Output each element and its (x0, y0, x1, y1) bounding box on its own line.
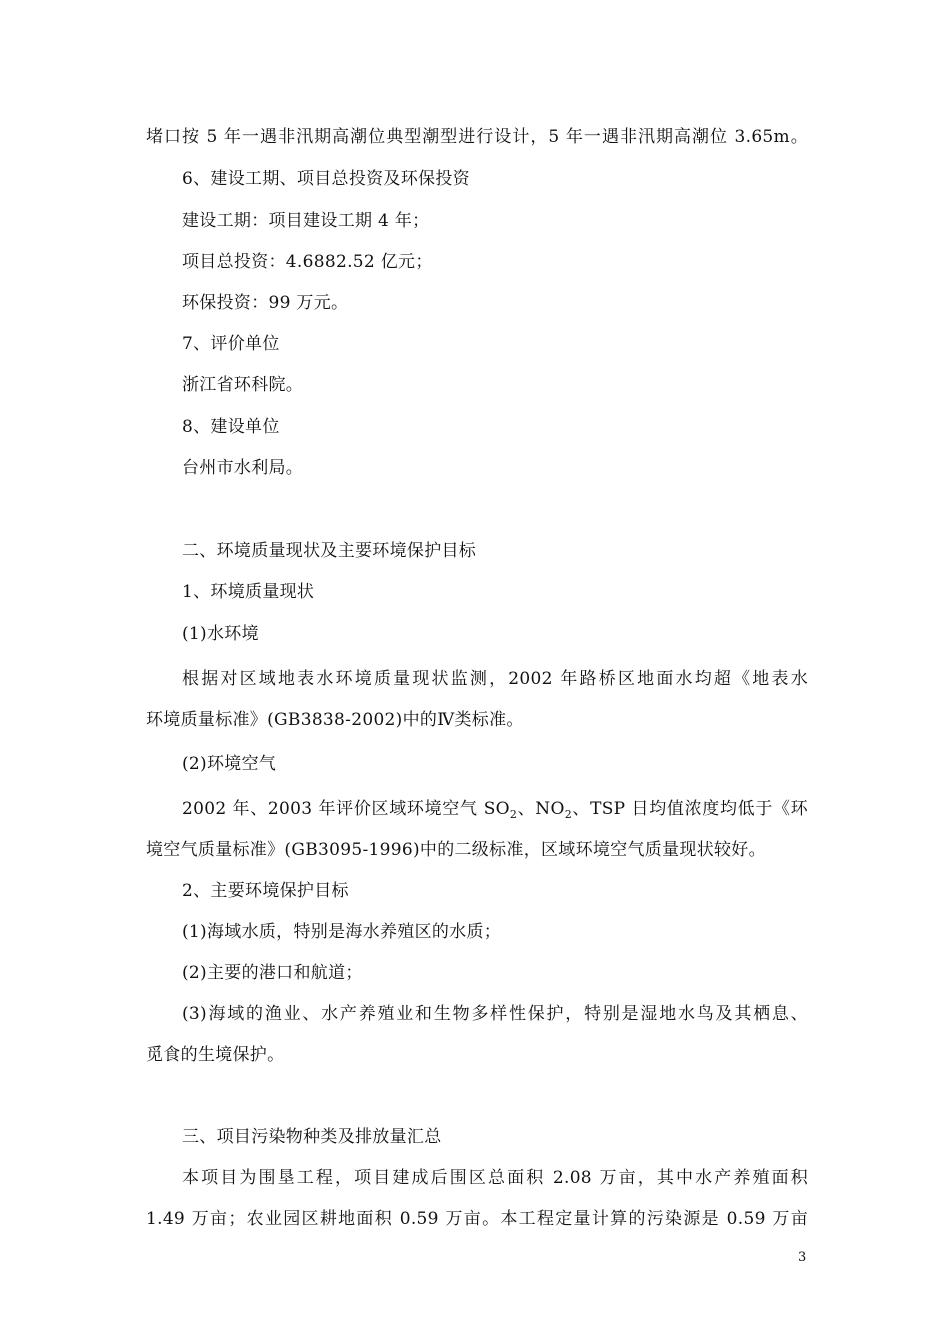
section-heading: 6、建设工期、项目总投资及环保投资 (182, 169, 470, 189)
text-line: 堵口按 5 年一遇非汛期高潮位典型潮型进行设计，5 年一遇非汛期高潮位 3.65m。 (146, 127, 808, 147)
page-number: 3 (798, 1250, 807, 1265)
text-line: 根据对区域地表水环境质量现状监测，2002 年路桥区地面水均超《地表水 (182, 669, 808, 689)
text-line: 本项目为围垦工程，项目建成后围区总面积 2.08 万亩，其中水产养殖面积 (182, 1168, 808, 1188)
text-segment: 、TSP 日均值浓度均低于《环 (572, 799, 808, 819)
text-line (182, 798, 808, 820)
text-line: 觅食的生境保护。 (146, 1045, 285, 1065)
section-heading: 1、环境质量现状 (182, 582, 315, 602)
text-line: 项目总投资：4.6882.52 亿元； (182, 252, 433, 272)
text-line: 环保投资：99 万元。 (182, 293, 349, 313)
subscript: 2 (564, 808, 573, 821)
text-line: 建设工期：项目建设工期 4 年； (182, 211, 430, 231)
text-line: 1.49 万亩；农业园区耕地面积 0.59 万亩。本工程定量计算的污染源是 0.59 万亩 (146, 1209, 808, 1229)
chapter-heading: 三、项目污染物种类及排放量汇总 (182, 1127, 442, 1147)
text-segment: 、NO (517, 799, 565, 819)
text-line: 台州市水利局。 (182, 458, 304, 478)
section-heading: 2、主要环境保护目标 (182, 881, 349, 901)
subscript: 2 (509, 808, 518, 821)
subsection-heading: (2)环境空气 (182, 754, 277, 774)
text-segment: 2002 年、2003 年评价区域环境空气 SO (182, 799, 510, 819)
text-line: 境空气质量标准》(GB3095-1996)中的二级标准，区域环境空气质量现状较好。 (146, 840, 766, 860)
subsection-heading: (1)水环境 (182, 624, 259, 644)
section-heading: 7、评价单位 (182, 334, 280, 354)
section-heading: 8、建设单位 (182, 417, 280, 437)
chapter-heading: 二、环境质量现状及主要环境保护目标 (182, 541, 477, 561)
list-item: (1)海域水质，特别是海水养殖区的水质； (182, 922, 502, 942)
list-item: (2)主要的港口和航道； (182, 963, 363, 983)
text-line: 环境质量标准》(GB3838-2002)中的Ⅳ类标准。 (146, 710, 524, 730)
text-line: 浙江省环科院。 (182, 375, 304, 395)
list-item: (3)海域的渔业、水产养殖业和生物多样性保护，特别是湿地水鸟及其栖息、 (182, 1004, 808, 1024)
